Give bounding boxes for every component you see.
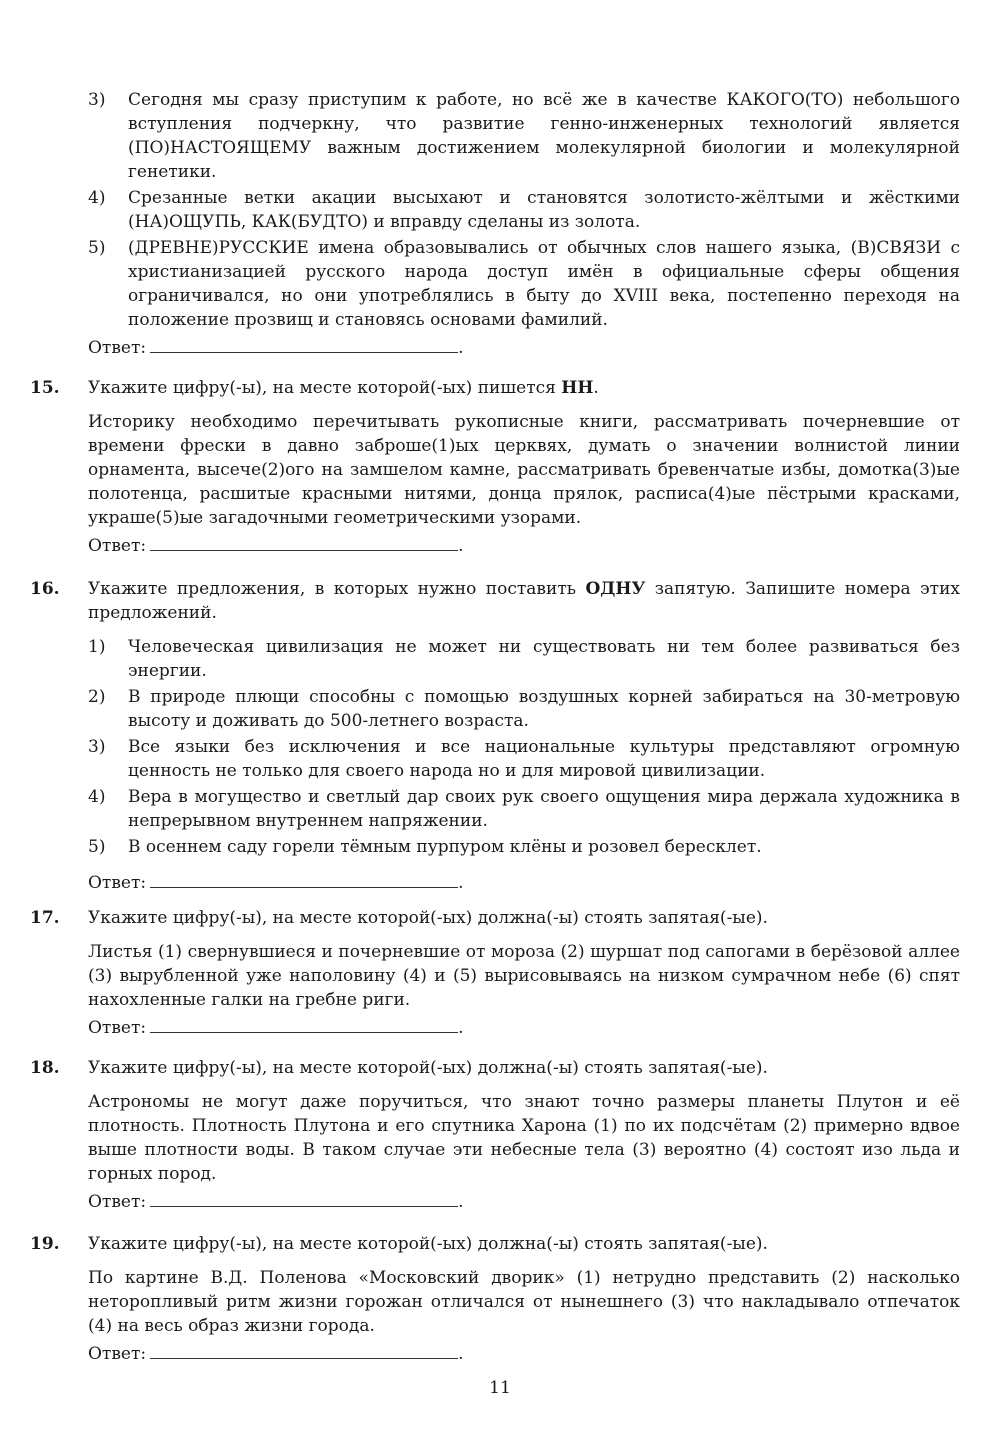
task-text: Листья (1) свернувшиеся и почерневшие от мороза (2) шуршат под сапогами в берёзовой аллее (3) вырубленной уже наполовину (4) и (5) вырисовываясь на низком сумрачном небе (6) спят нахохленные галки на гребне риги.	[88, 942, 960, 1010]
answer-dot: .	[458, 1344, 464, 1364]
answer-dot: .	[458, 338, 464, 358]
task-19-answer	[88, 1340, 960, 1366]
answer-dot: .	[458, 1018, 464, 1038]
option-text: В осеннем саду горели тёмным пурпуром клёны и розовел бересклет.	[128, 837, 762, 857]
task-number: 18.	[30, 1058, 60, 1078]
option-text: Человеческая цивилизация не может ни существовать ни тем более развиваться без энергии.	[128, 637, 960, 681]
task-number: 17.	[30, 908, 60, 928]
option-number: 4)	[88, 787, 106, 807]
answer-field[interactable]	[150, 334, 458, 353]
task-14-option-3	[88, 88, 960, 184]
option-number: 5)	[88, 238, 106, 258]
task-question: Укажите цифру(-ы), на месте которой(-ых) должна(-ы) стоять запятая(-ые).	[88, 908, 768, 928]
answer-label: Ответ:	[88, 338, 147, 358]
task-15-answer	[88, 532, 960, 558]
option-text: (ДРЕВНЕ)РУССКИЕ имена образовывались от обычных слов нашего языка, (В)СВЯЗИ с христианизацией русского народа доступ имён в официальные сферы общения ограничивался, но они употреблялись в быту до XVIII века, постепенно переходя на положение прозвищ и становясь основами фамилий.	[128, 238, 960, 330]
answer-label: Ответ:	[88, 1344, 147, 1364]
answer-dot: .	[458, 873, 464, 893]
option-text: В природе плющи способны с помощью воздушных корней забираться на 30-метровую высоту и доживать до 500-летнего возраста.	[128, 687, 960, 731]
task-question: Укажите цифру(-ы), на месте которой(-ых) должна(-ы) стоять запятая(-ые).	[88, 1234, 768, 1254]
task-16-option-2	[88, 685, 960, 733]
task-18	[30, 1056, 960, 1214]
task-text: Историку необходимо перечитывать рукописные книги, рассматривать почерневшие от времени фрески в давно заброше(1)ых церквях, думать о значении волнистой линии орнамента, высече(2)ого на замшелом камне, рассматривать бревенчатые избы, домотка(3)ые полотенца, расшитые красными нитями, донца прялок, расписа(4)ые пёстрыми красками, украше(5)ые загадочными геометрическими узорами.	[88, 412, 960, 528]
task-15	[30, 376, 960, 558]
answer-label: Ответ:	[88, 1192, 147, 1212]
answer-label: Ответ:	[88, 536, 147, 556]
answer-field[interactable]	[150, 1340, 458, 1359]
task-question: Укажите цифру(-ы), на месте которой(-ых) должна(-ы) стоять запятая(-ые).	[88, 1058, 768, 1078]
option-text: Все языки без исключения и все национальные культуры представляют огромную ценность не только для своего народа но и для мировой цивилизации.	[128, 737, 960, 781]
task-17-answer	[88, 1014, 960, 1040]
option-text: Вера в могущество и светлый дар своих рук своего ощущения мира держала художника в непрерывном внутреннем напряжении.	[128, 787, 960, 831]
option-number: 4)	[88, 188, 106, 208]
task-14-option-5	[88, 236, 960, 332]
task-text: Астрономы не могут даже поручиться, что знают точно размеры планеты Плутон и её плотность. Плотность Плутона и его спутника Харона (1) по их подсчётам (2) примерно вдвое выше плотности воды. В таком случае эти небесные тела (3) вероятно (4) состоят изо льда и горных пород.	[88, 1092, 960, 1184]
task-number: 15.	[30, 378, 60, 398]
task-19	[30, 1232, 960, 1366]
answer-field[interactable]	[150, 532, 458, 551]
task-17	[30, 906, 960, 1040]
option-number: 3)	[88, 737, 106, 757]
task-16-option-4	[88, 785, 960, 833]
task-16-answer	[88, 869, 960, 895]
option-number: 3)	[88, 90, 106, 110]
option-text: Срезанные ветки акации высыхают и становятся золотисто-жёлтыми и жёсткими (НА)ОЩУПЬ, КАК(БУДТО) и вправду сделаны из золота.	[128, 188, 960, 232]
answer-field[interactable]	[150, 1014, 458, 1033]
task-16-option-3	[88, 735, 960, 783]
answer-field[interactable]	[150, 1188, 458, 1207]
answer-field[interactable]	[150, 869, 458, 888]
task-14-option-4	[88, 186, 960, 234]
task-18-answer	[88, 1188, 960, 1214]
option-number: 5)	[88, 837, 106, 857]
task-question: Укажите предложения, в которых нужно поставить ОДНУ запятую. Запишите номера этих предложений.	[88, 579, 960, 623]
task-number: 16.	[30, 579, 60, 599]
option-number: 2)	[88, 687, 106, 707]
task-14-continuation	[30, 88, 960, 360]
task-16	[30, 577, 960, 895]
option-number: 1)	[88, 637, 106, 657]
task-question: Укажите цифру(-ы), на месте которой(-ых) пишется НН.	[88, 378, 599, 398]
option-text: Сегодня мы сразу приступим к работе, но всё же в качестве КАКОГО(ТО) небольшого вступления подчеркну, что развитие генно-инженерных технологий является (ПО)НАСТОЯЩЕМУ важным достижением молекулярной биологии и молекулярной генетики.	[128, 90, 960, 182]
answer-label: Ответ:	[88, 1018, 147, 1038]
answer-dot: .	[458, 536, 464, 556]
task-16-option-1	[88, 635, 960, 683]
page-number: 11	[489, 1378, 511, 1398]
task-number: 19.	[30, 1234, 60, 1254]
task-14-answer	[88, 334, 960, 360]
answer-label: Ответ:	[88, 873, 147, 893]
answer-dot: .	[458, 1192, 464, 1212]
task-text: По картине В.Д. Поленова «Московский дворик» (1) нетрудно представить (2) насколько неторопливый ритм жизни горожан отличался от нынешнего (3) что накладывало отпечаток (4) на весь образ жизни города.	[88, 1268, 960, 1336]
task-16-option-5	[88, 835, 960, 859]
